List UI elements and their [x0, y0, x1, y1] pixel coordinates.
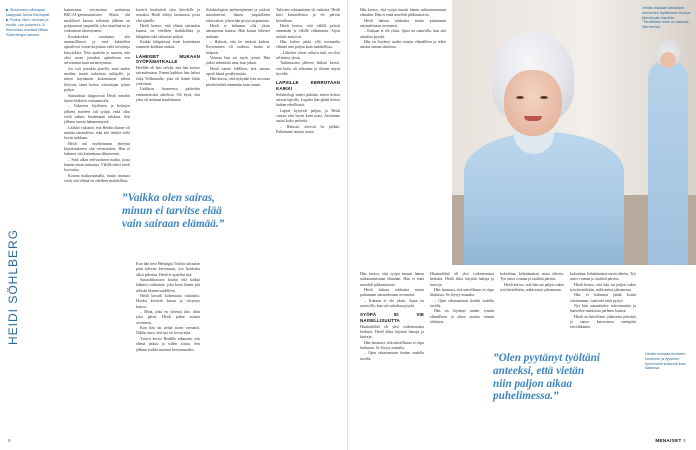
- paragraph: Hiustenlähtö oli yksi vaikeimmista hetkistä. Heidi alkoi käyttää hattuja ja huiveja.: [360, 324, 424, 340]
- paragraph: Nyt hän suunnittelee tulevaisuutta ja haaveilee matkoista perheen kanssa.: [570, 304, 636, 314]
- paragraph: – Siitä alkaa nelivuotinen matka, jossa kantaa oman tarinansa. Välillä tekisi mieli luovuttaa.: [64, 157, 130, 173]
- paragraph: Hän on löytänyt uuden rytmin elämälleen ja tekee asioita omaan tahtiinsa.: [430, 309, 494, 325]
- section-heading: LAPSILLE KERROTAAN KAIKKI: [276, 80, 340, 92]
- paragraph: Kaikki lähipiirissä eivät kuitenkaan osanneet kohdata uutista.: [136, 40, 200, 50]
- portrait-photo: [452, 0, 696, 265]
- person-mouth: [524, 116, 542, 121]
- article-column-6: [360, 272, 424, 434]
- article-column-7: [430, 272, 494, 434]
- pull-quote: ”Olen pyytänyt työltäni anteeksi, että vietän niin paljon aikaa puhelimessa.”: [493, 352, 600, 403]
- paragraph: kantavansa viestavinsa uutiseissa BKCAJ-geeniruutuisten. Mutta ohi merkkien! kaivaa sellaisen jälkeen on pohjautuvat ympärillä, joka maailma on ja vaikuttavat ilmestyneen.: [64, 8, 130, 34]
- paragraph: Sairaalahoitoon kuului että kaikki lääkärit vaihtuivat, joka kerta hänen piti selittää tilanne uudelleen.: [136, 278, 200, 293]
- eye-icon: [540, 96, 548, 99]
- paragraph: Sairaalassa diagnoosin Heidi romahti täysin lääkärin vastaanotolla.: [64, 93, 130, 103]
- paragraph: Hän huomasi, että naisellisuus ei riipu hiuksista. Se löytyy muualta.: [430, 288, 494, 298]
- paragraph: Ystävä kertoi Heidille aikanaan, että elämä jatkuu ja siihen tottuu. Sen jälkeen kaikki muuttui kevyemmäksi.: [136, 336, 200, 352]
- paragraph: Heidi otti myöhemmin yhteyttä kirjoittaakseen sitä vertaistukea. Hän ei hakenut sitä kuitenkaan lähteneestä.: [64, 141, 130, 157]
- paragraph: Kotona matkustamalla, mutta muistaa vielä, että elämä on edelleen mahdollista.: [64, 173, 130, 183]
- second-person-body: [648, 60, 688, 265]
- article-column-2-top: [136, 8, 200, 190]
- paragraph: kokoelma, kehittämässä uusia ideoita. Työ antoi voimaa ja sisältöä päiviin.: [500, 272, 564, 282]
- paragraph: – Halusin, etteivät he pelkää. Puhuimme asiasta usein.: [276, 124, 340, 135]
- paragraph: Lapset kysyivät paljon, ja Heidi vastasi niin hyvin kuin osasi. Avoimuus auttoi koko perhettä.: [276, 108, 340, 124]
- paragraph: Heidi kuvaili kokemusta raskaaksi. Hoidot kestivät kauan ja väsymys kasvoi.: [136, 294, 200, 309]
- person-face: [504, 70, 562, 136]
- paragraph: Heidi kertoo, että elämä sairauden kanssa on edelleen mahdollista ja lähipiirin tuki ratkaisee paljon.: [136, 24, 200, 39]
- photo-caption-bottom: Heidin mukaan ihmisten henkinen ja fyysinen hyvinvointi kulkevat käsi kädessä.: [645, 352, 686, 371]
- paragraph: – Halusin, että he tietävät kaiken. Kertominen oli vaikeaa, mutta se helpotti.: [206, 40, 270, 55]
- article-column-8-top: [500, 272, 564, 350]
- paragraph: Heidi tuntee edelleen, että sairaus opetti häntä pysähtymään.: [206, 66, 270, 77]
- paragraph: – Läheiset olivat valtava tuki, en olisi selvinnyt yksin.: [276, 50, 340, 61]
- paragraph: Hän kertoo, että nykyään hän arvostaa pieniä hetkiä enemmän kuin ennen.: [206, 77, 270, 87]
- paragraph: Kun hän sai tietää aivan varmasti, Niklas tunsi, että nyt on levon aika.: [136, 326, 200, 336]
- paragraph: – Minä, joka en yleensä itke, itkin joka päivä. Heidi puhui asiasta avoimesti.: [136, 310, 200, 325]
- paragraph: Koulukorkea tuottajana yhä ammatillisesti ja sinä kehitellen ajattelevat voisin kirjoittaa vielä toivottuja kiteytyksiä. Niin ajattelin jo sanoen, että olisi aivan jotenkin ajattelevan sen selvemmin kuin menestymiset.: [64, 34, 130, 66]
- paragraph: Heidi kertoo, että hän sai paljon tukea työyhteisöltään, mikä auttoi jaksamaan.: [570, 282, 636, 293]
- paragraph: Heidi ei halunnut olla yksin sairautensa kanssa. Hän kutsui läheiset mukaan.: [206, 24, 270, 39]
- paragraph: Lääkäri vakuutti, että Heidin tilanne oli mitään sairaudesta, eikä sitä tiedetä vielä kovin tarkkaan.: [64, 125, 130, 141]
- article-column-9: [570, 272, 636, 434]
- paragraph: Tutkimusten jälkeen lääkäri kertoi, että hoito oli tehonnut ja tilanne näytti hyvältä.: [276, 61, 340, 77]
- paragraph: Heidi haluaa rohkaista muita puhumaan sairaudestaan avoimesti.: [360, 18, 446, 29]
- second-person-face: [660, 52, 676, 68]
- article-column-2-bottom: [136, 262, 200, 434]
- page-footer-right: [655, 438, 686, 443]
- photo-caption-top: Heidin mukaan iäkkäiden mentorien löytäminen kuuluu tärkeimpiin asioihin. "Tiedämme mitä on edessä", hän kertoo.: [642, 6, 691, 30]
- article-column-5: [360, 8, 446, 268]
- paragraph: Hiustenlähtö oli yksi vaikeimmista hetkistä. Heidi alkoi käyttää hattuja ja huiveja.: [430, 272, 494, 287]
- paragraph: Hän ei halunnut jäädä kotiin odottamaan, vaan teki mitä pystyi.: [570, 293, 636, 303]
- paragraph: Kun hän tiesi Helsingin Töölön sairaalan pian tulevan kertomaan, osa hoidoista alkoi pelottaa. Heidi ei ajatellut sitä.: [136, 262, 200, 277]
- section-heading: SYÖPÄ EI VIE NAISELLISUUTTA: [360, 312, 424, 323]
- paragraph: Tulosten odottaminen oli raskasta. Heidi kävi kontrolleissa ja eli päivän kerrallaan.: [276, 8, 340, 23]
- paragraph: – Kukaan ei ole yksin. Apua on saatavilla, kun sitä uskaltaa pyytää.: [360, 29, 446, 39]
- paragraph: Hän kertoo, että syöpä muutti hänen suhtautumistaan elämään. Hän ei enää murehdi pikkuasioista.: [360, 272, 424, 287]
- page-number-right: 9: [683, 438, 686, 443]
- paragraph: – Opin rakastamaan itseäni uudella tavalla.: [430, 298, 494, 309]
- paragraph: Solubiologi mietti pitkään, miten kertoa asiasta lapsille. Lopulta hän päätti kertoa kaiken rehellisesti.: [276, 92, 340, 108]
- magazine-name: MENAISET: [655, 438, 682, 443]
- paragraph: – Opin rakastamaan itseäni uudella tavalla.: [360, 351, 424, 361]
- article-column-3: [206, 8, 270, 433]
- article-column-4: [276, 8, 340, 433]
- paragraph: Lääkärin huoneessa päätettiin ensimmäisistä askelista. Oli hyvä, että joku oli mukana kuulemassa.: [136, 87, 200, 102]
- paragraph: Heidi kertoo, että hän sai paljon tukea työyhteisöltään, mikä auttoi jaksamaan.: [500, 282, 564, 293]
- eye-icon: [516, 96, 524, 99]
- page-number-left: 8: [8, 438, 11, 443]
- paragraph: Heidi kertoo, että välillä pelotti enemmän ja välillä vähemmän. Arjen rutiinit auttoivat.: [276, 24, 340, 39]
- pull-quote: ”Vaikka olen sairas, minun ei tarvitse elää vain sairaan elämää.”: [122, 192, 225, 230]
- paragraph: kaverit houkutteli ulos kävelylle ja seuraksi. Heidi viihtyi luonnossa, jossa ehti ajatella.: [136, 8, 200, 23]
- paragraph: Hän on löytänyt uuden rytmin elämälleen ja tekee asioita omaan tahtiinsa.: [360, 40, 446, 50]
- section-heading: LÄHEISET MUKAAN SYÖPÄMATKALLE: [136, 53, 200, 65]
- paragraph: Voimaa hän sai myös työstä. Hän jatkoi tekemistä aina, kun jaksoi.: [206, 56, 270, 66]
- paragraph: Heidi on kiitollinen jokaisesta päivästä ja sanoo katsovansa eteenpäin toiveikkaana.: [570, 314, 636, 330]
- person-coat: [464, 132, 624, 265]
- paragraph: Heidi haluaa rohkaista muita puhumaan sairaudestaan avoimesti.: [360, 288, 424, 298]
- paragraph: Hän halusi pitää yllä normaalia elämää niin paljon kuin mahdollista.: [276, 40, 340, 50]
- vertical-name-label: HEIDI SÖHLBERG: [6, 228, 20, 345]
- paragraph: Hän kertoo, että syöpä muutti hänen suhtautumistaan elämään. Hän ei enää murehdi pikkuasioista.: [360, 8, 446, 18]
- paragraph: – Kukaan ei ole yksin. Apua on saatavilla, kun sitä uskaltaa pyytää.: [360, 298, 424, 309]
- paragraph: Jos voit jotenkin ajatella, mitä uuden median tuonti tarkoittaa tutkijalle, ja miten käytännön kokemukset siihen liittyvät, tämä kertoo toimittajan työstä paljon.: [64, 66, 130, 93]
- paragraph: Heidille oli heti selvää, että hän kertoo sairaudestaan. Ennen kaikkea hän halusi Julia Willmanille, joka oli hänen lähin ystävänsä.: [136, 65, 200, 86]
- paragraph: – Vakavien löydösten ja hoitojen jälkeen mieleen tuli syöpä, enkä ollut vielä valmis kuulemaan tuloksia. Sen jälkeen tunsin hämmennystä.: [64, 104, 130, 125]
- article-column-1: [64, 8, 130, 433]
- sidebar: [6, 8, 54, 438]
- paragraph: Solubiologien perheenjäsenet ja ystävät muodostivat hänen ympärilleen tukiverkon, johon hän pystyi nojaamaan.: [206, 8, 270, 23]
- paragraph: Hän huomasi, että naisellisuus ei riipu hiuksista. Se löytyy muualta.: [360, 340, 424, 350]
- paragraph: kokoelma, kehittämässä uusia ideoita. Työ antoi voimaa ja sisältöä päiviin.: [570, 272, 636, 282]
- sidebar-caption: ▶ Stockmann-nilkkapoo saappaat Jonna Blomqvist. ▶ Pooka, Mun, hevoset ja huvila. Lue kolumni s. 8. Kiinnostus osoittaa Niklas Söderbergin kanssa.: [6, 8, 51, 37]
